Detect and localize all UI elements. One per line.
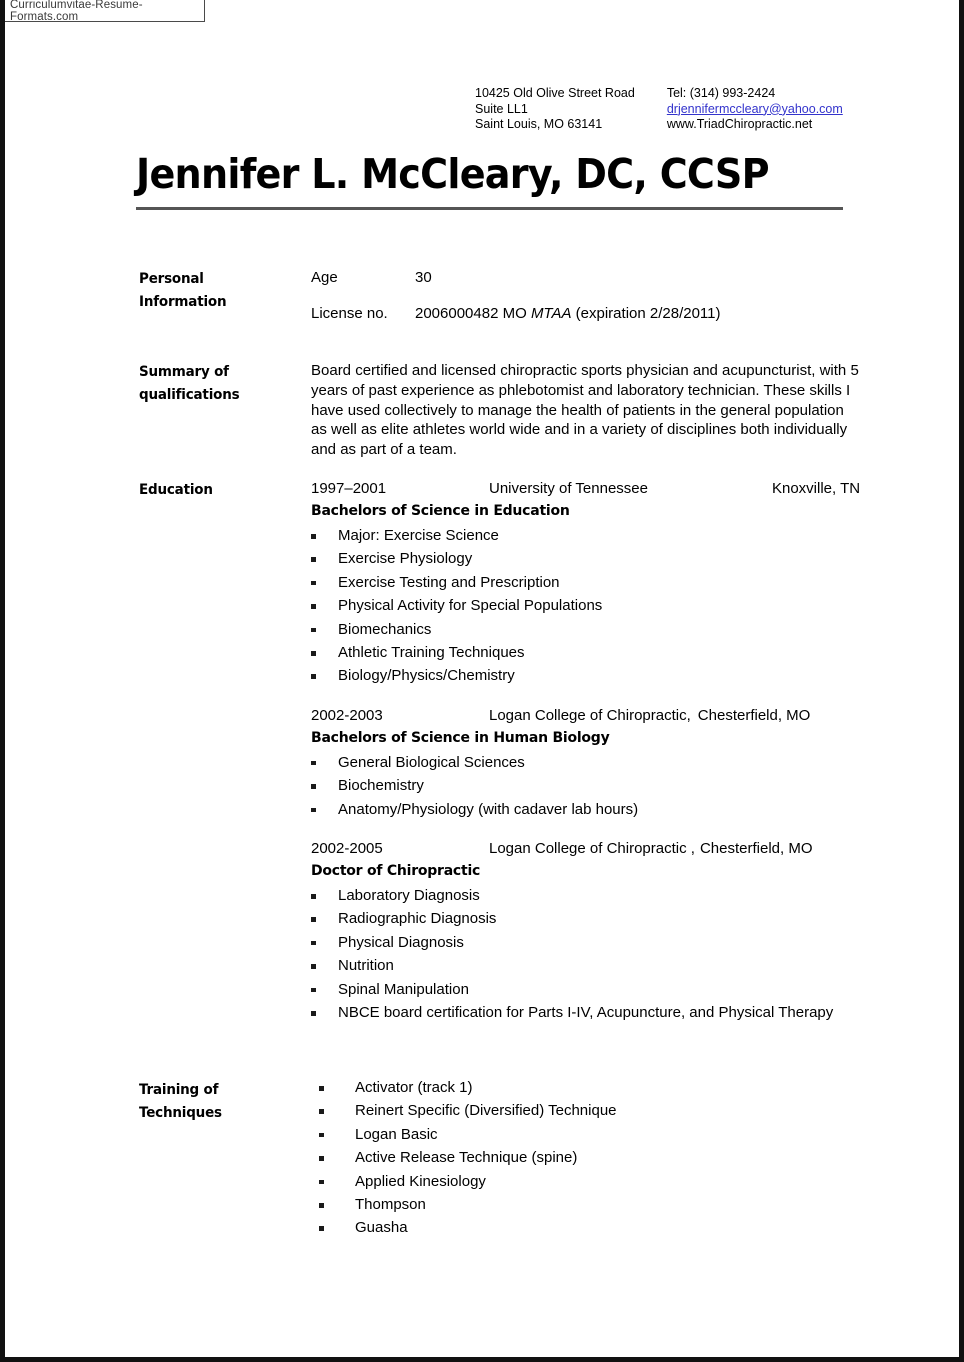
list-item: Spinal Manipulation bbox=[311, 978, 899, 1001]
list-item: Radiographic Diagnosis bbox=[311, 907, 899, 930]
summary-label-line-2: qualifications bbox=[139, 386, 240, 403]
list-item: Physical Diagnosis bbox=[311, 931, 899, 954]
license-row bbox=[311, 304, 899, 324]
name-header bbox=[136, 150, 843, 210]
education-body bbox=[311, 479, 899, 1041]
license-association: MTAA bbox=[530, 304, 572, 322]
phone-number: Tel: (314) 993-2424 bbox=[666, 86, 776, 100]
list-item: Major: Exercise Science bbox=[311, 524, 899, 547]
education-entry-heading bbox=[311, 479, 899, 499]
education-location: Chesterfield, MO bbox=[699, 840, 813, 858]
training-techniques-list bbox=[311, 1076, 899, 1240]
list-item: Thompson bbox=[311, 1193, 899, 1216]
education-entry-heading bbox=[311, 839, 899, 859]
list-item: Biochemistry bbox=[311, 774, 899, 797]
list-item: Activator (track 1) bbox=[311, 1076, 899, 1099]
education-label bbox=[139, 479, 302, 502]
education-years: 2002-2005 bbox=[311, 840, 383, 858]
address-line-2: Suite LL1 bbox=[475, 101, 528, 116]
education-degree: Bachelors of Science in Education bbox=[311, 502, 570, 519]
summary-text: Board certified and licensed chiropractic sports physician and acupuncturist, with 5 years of past experience as phlebotomist and laboratory technician. These skills I have used collectively to manage the health of patients in the general population as well as elite athletes world wide and in a variety of disciplines both individually and as part of a team. bbox=[311, 362, 859, 459]
list-item: Physical Activity for Special Populations bbox=[311, 594, 899, 617]
training-body bbox=[311, 1075, 899, 1240]
list-item: Guasha bbox=[311, 1216, 899, 1239]
education-school: Logan College of Chiropractic , bbox=[489, 840, 695, 858]
list-item: General Biological Sciences bbox=[311, 751, 899, 774]
license-value bbox=[415, 304, 721, 324]
summary-body bbox=[311, 361, 899, 460]
watermark-text: Curriculumvitae-Resume-Formats.com bbox=[10, 0, 143, 23]
license-expiration: (expiration 2/28/2011) bbox=[575, 304, 721, 322]
education-degree: Doctor of Chiropractic bbox=[311, 862, 481, 880]
list-item: Logan Basic bbox=[311, 1123, 899, 1146]
list-item: Anatomy/Physiology (with cadaver lab hours) bbox=[311, 798, 899, 821]
education-entry bbox=[311, 839, 899, 1024]
summary-label bbox=[139, 361, 302, 406]
age-row bbox=[311, 268, 899, 288]
personal-information-label-line-1: Personal bbox=[139, 271, 204, 287]
list-item: Applied Kinesiology bbox=[311, 1170, 899, 1193]
education-degree: Bachelors of Science in Human Biology bbox=[311, 728, 610, 746]
list-item: Athletic Training Techniques bbox=[311, 641, 899, 664]
personal-information-label bbox=[139, 268, 302, 313]
education-coursework-list bbox=[311, 524, 899, 688]
education-label-line-1: Education bbox=[139, 482, 213, 498]
training-label-line-1: Training of bbox=[139, 1082, 219, 1098]
education-coursework-list bbox=[311, 884, 899, 1024]
list-item: Biology/Physics/Chemistry bbox=[311, 664, 899, 687]
education-entry bbox=[311, 479, 899, 688]
personal-information-label-line-2: Information bbox=[139, 293, 227, 310]
education-school: University of Tennessee bbox=[489, 480, 648, 497]
header-divider bbox=[136, 207, 843, 210]
education-location: Chesterfield, MO bbox=[697, 706, 811, 724]
training-label bbox=[139, 1075, 302, 1124]
list-item: Laboratory Diagnosis bbox=[311, 884, 899, 907]
license-label: License no. bbox=[311, 304, 388, 322]
list-item: NBCE board certification for Parts I-IV, Acupuncture, and Physical Therapy bbox=[311, 1001, 899, 1024]
section-personal-information bbox=[139, 268, 899, 323]
education-location: Knoxville, TN bbox=[771, 480, 861, 497]
education-years: 2002-2003 bbox=[311, 706, 383, 724]
list-item: Exercise Testing and Prescription bbox=[311, 571, 899, 594]
list-item: Reinert Specific (Diversified) Technique bbox=[311, 1099, 899, 1122]
section-summary bbox=[139, 361, 899, 460]
list-item: Active Release Technique (spine) bbox=[311, 1146, 899, 1169]
site-watermark bbox=[5, 0, 205, 22]
license-number: 2006000482 MO bbox=[415, 304, 527, 322]
summary-label-line-1: Summary of bbox=[139, 364, 229, 380]
list-item: Biomechanics bbox=[311, 618, 899, 641]
address-line-3: Saint Louis, MO 63141 bbox=[475, 117, 603, 132]
training-label-line-2: Techniques bbox=[139, 1104, 222, 1121]
education-coursework-list bbox=[311, 751, 899, 821]
education-school: Logan College of Chiropractic, bbox=[489, 706, 691, 724]
education-entry-heading bbox=[311, 706, 899, 726]
section-education bbox=[139, 479, 899, 1041]
age-value: 30 bbox=[415, 269, 432, 286]
address-line-1: 10425 Old Olive Street Road bbox=[475, 86, 635, 100]
list-item: Nutrition bbox=[311, 954, 899, 977]
website-url: www.TriadChiropractic.net bbox=[666, 117, 813, 132]
age-label: Age bbox=[311, 269, 338, 286]
contact-block bbox=[475, 86, 843, 133]
personal-information-body bbox=[311, 268, 899, 323]
section-training-of-techniques bbox=[139, 1075, 899, 1240]
education-years: 1997–2001 bbox=[311, 480, 387, 497]
education-entry bbox=[311, 706, 899, 821]
contact-methods-column bbox=[667, 86, 843, 133]
list-item: Exercise Physiology bbox=[311, 547, 899, 570]
candidate-name: Jennifer L. McCleary, DC, CCSP bbox=[136, 150, 769, 198]
email-link[interactable]: drjennifermccleary@yahoo.com bbox=[666, 101, 843, 116]
address-column bbox=[475, 86, 635, 133]
